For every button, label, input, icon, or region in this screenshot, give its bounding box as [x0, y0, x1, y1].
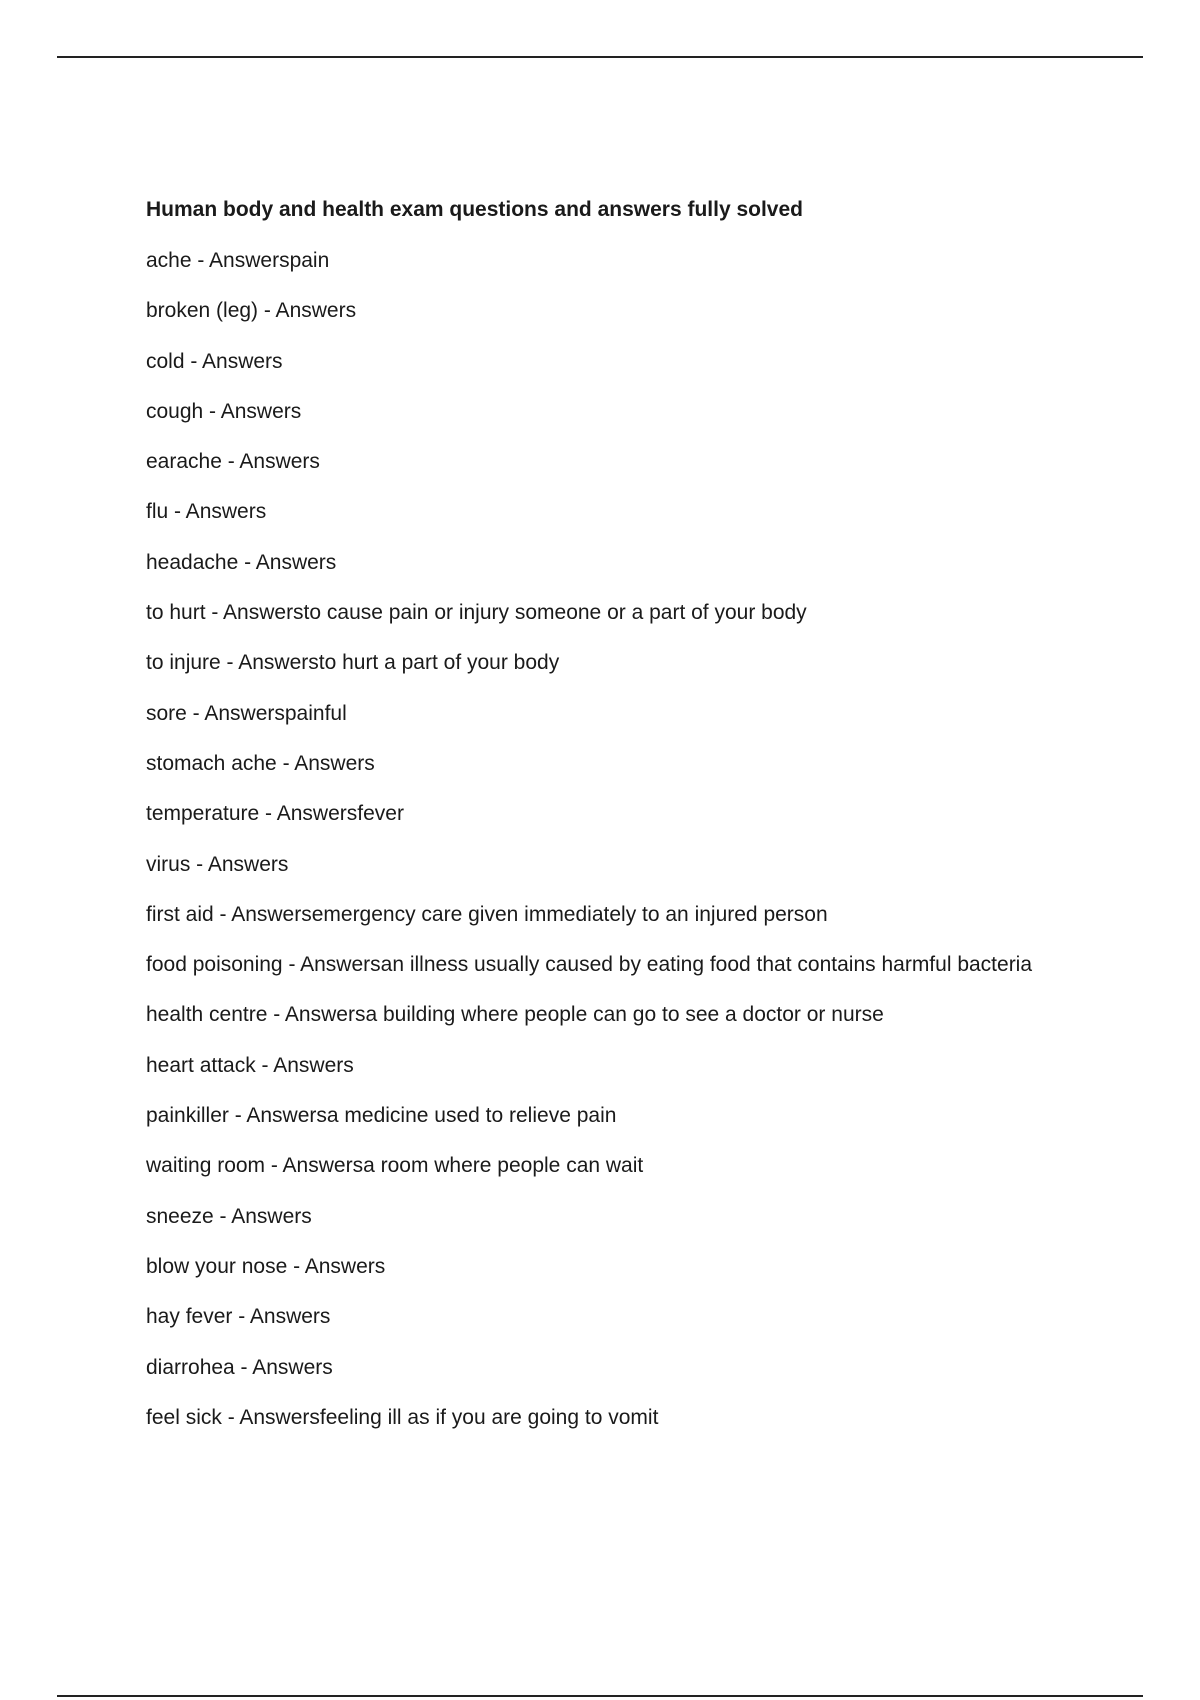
- qa-item: waiting room - Answersa room where people can wait: [146, 1154, 644, 1178]
- qa-item: cough - Answers: [146, 399, 302, 423]
- qa-item: hay fever - Answers: [146, 1305, 331, 1329]
- qa-item: painkiller - Answersa medicine used to relieve pain: [146, 1104, 617, 1128]
- qa-list: [146, 247, 1146, 1432]
- qa-item: earache - Answers: [146, 450, 320, 474]
- qa-item: sore - Answerspainful: [146, 701, 347, 725]
- qa-item: flu - Answers: [146, 500, 267, 524]
- qa-item: headache - Answers: [146, 550, 337, 574]
- qa-item: virus - Answers: [146, 852, 289, 876]
- qa-item: food poisoning - Answersan illness usually caused by eating food that contains harmful bacteria: [146, 953, 1033, 977]
- qa-item: feel sick - Answersfeeling ill as if you are going to vomit: [146, 1405, 659, 1429]
- qa-item: sneeze - Answers: [146, 1204, 312, 1228]
- qa-item: first aid - Answersemergency care given immediately to an injured person: [146, 902, 828, 926]
- qa-item: diarrohea - Answers: [146, 1355, 333, 1379]
- qa-item: broken (leg) - Answers: [146, 299, 357, 323]
- qa-item: cold - Answers: [146, 349, 283, 373]
- qa-item: to injure - Answersto hurt a part of your body: [146, 651, 560, 675]
- document-title: Human body and health exam questions and answers fully solved: [146, 198, 803, 221]
- document-body: [146, 196, 1146, 1454]
- footer-rule: [57, 1695, 1143, 1697]
- qa-item: heart attack - Answers: [146, 1053, 354, 1077]
- qa-item: temperature - Answersfever: [146, 802, 404, 826]
- qa-item: ache - Answerspain: [146, 249, 330, 272]
- header-rule: [57, 56, 1143, 58]
- qa-item: to hurt - Answersto cause pain or injury someone or a part of your body: [146, 601, 807, 625]
- qa-item: stomach ache - Answers: [146, 751, 375, 775]
- qa-item: blow your nose - Answers: [146, 1254, 386, 1278]
- qa-item: health centre - Answersa building where people can go to see a doctor or nurse: [146, 1003, 884, 1027]
